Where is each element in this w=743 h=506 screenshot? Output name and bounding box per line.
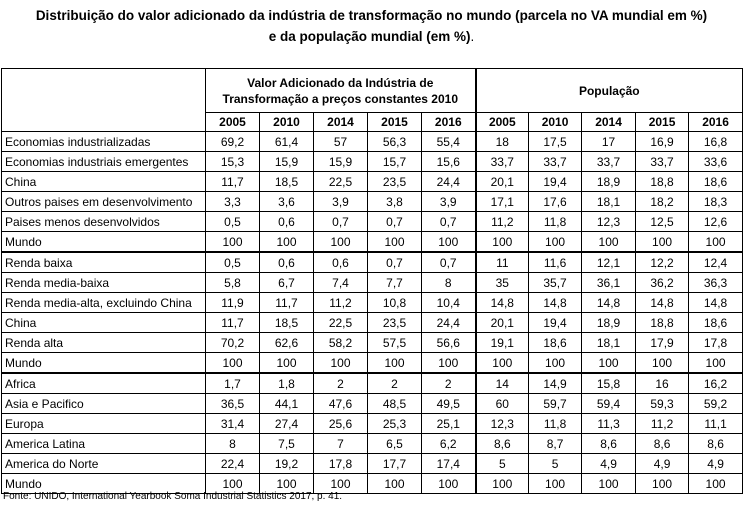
va-cell: 0,7 [422, 212, 476, 232]
va-cell: 17,8 [314, 454, 368, 474]
va-cell: 2 [368, 373, 422, 394]
va-cell: 24,4 [422, 172, 476, 192]
pop-cell: 12,6 [689, 212, 743, 232]
va-cell: 100 [368, 232, 422, 253]
pop-cell: 8,7 [529, 434, 582, 454]
row-label: Renda media-alta, excluindo China [2, 293, 206, 313]
table-row [2, 273, 743, 293]
pop-cell: 11,2 [636, 414, 689, 434]
pop-cell: 4,9 [689, 454, 743, 474]
va-cell: 15,9 [314, 152, 368, 172]
pop-cell: 4,9 [582, 454, 636, 474]
pop-cell: 33,7 [582, 152, 636, 172]
va-cell: 69,2 [206, 132, 260, 152]
pop-cell: 59,4 [582, 394, 636, 414]
pop-cell: 14,8 [689, 293, 743, 313]
row-label: Mundo [2, 353, 206, 374]
va-cell: 55,4 [422, 132, 476, 152]
year-header-pop-3: 2015 [636, 113, 689, 132]
va-cell: 100 [260, 474, 314, 494]
va-cell: 56,6 [422, 333, 476, 353]
year-header-va-0: 2005 [206, 113, 260, 132]
pop-cell: 33,7 [529, 152, 582, 172]
va-cell: 57,5 [368, 333, 422, 353]
pop-cell: 60 [476, 394, 529, 414]
va-cell: 15,3 [206, 152, 260, 172]
va-cell: 23,5 [368, 313, 422, 333]
pop-cell: 100 [582, 232, 636, 253]
table-row [2, 414, 743, 434]
row-label: Renda alta [2, 333, 206, 353]
header-row-groups [2, 69, 743, 113]
va-cell: 3,3 [206, 192, 260, 212]
row-label: Renda baixa [2, 252, 206, 273]
row-label: China [2, 313, 206, 333]
pop-cell: 18,8 [636, 172, 689, 192]
table-row [2, 333, 743, 353]
pop-cell: 12,4 [689, 252, 743, 273]
va-cell: 10,4 [422, 293, 476, 313]
va-cell: 2 [314, 373, 368, 394]
pop-cell: 8,6 [476, 434, 529, 454]
va-cell: 44,1 [260, 394, 314, 414]
pop-cell: 59,7 [529, 394, 582, 414]
va-cell: 100 [368, 474, 422, 494]
pop-cell: 33,6 [689, 152, 743, 172]
va-cell: 100 [314, 474, 368, 494]
pop-cell: 12,3 [582, 212, 636, 232]
title-line-1: Distribuição do valor adicionado da indústria de transformação no mundo (parcela no VA mundial em %) [35, 8, 708, 23]
va-cell: 0,7 [422, 252, 476, 273]
header-corner-cell [2, 69, 206, 132]
pop-cell: 14,9 [529, 373, 582, 394]
va-cell: 11,9 [206, 293, 260, 313]
va-cell: 56,3 [368, 132, 422, 152]
year-header-va-3: 2015 [368, 113, 422, 132]
va-cell: 0,7 [368, 212, 422, 232]
va-cell: 7,4 [314, 273, 368, 293]
va-cell: 15,9 [260, 152, 314, 172]
pop-cell: 35,7 [529, 273, 582, 293]
table-row [2, 172, 743, 192]
va-cell: 24,4 [422, 313, 476, 333]
va-cell: 100 [314, 232, 368, 253]
va-cell: 100 [206, 353, 260, 374]
va-cell: 0,5 [206, 212, 260, 232]
row-label: Outros paises em desenvolvimento [2, 192, 206, 212]
pop-cell: 15,8 [582, 373, 636, 394]
va-cell: 22,5 [314, 313, 368, 333]
pop-cell: 18,6 [689, 313, 743, 333]
pop-cell: 100 [636, 474, 689, 494]
table-row [2, 252, 743, 273]
va-cell: 6,5 [368, 434, 422, 454]
va-cell: 1,8 [260, 373, 314, 394]
pop-cell: 5 [476, 454, 529, 474]
pop-cell: 18 [476, 132, 529, 152]
year-header-pop-4: 2016 [689, 113, 743, 132]
va-cell: 8 [422, 273, 476, 293]
pop-cell: 4,9 [636, 454, 689, 474]
title-period: . [470, 29, 475, 44]
pop-cell: 36,1 [582, 273, 636, 293]
va-cell: 0,6 [260, 212, 314, 232]
va-cell: 10,8 [368, 293, 422, 313]
year-header-va-1: 2010 [260, 113, 314, 132]
header-pop-group: População [476, 69, 743, 113]
pop-cell: 12,5 [636, 212, 689, 232]
va-cell: 0,6 [314, 252, 368, 273]
pop-cell: 18,2 [636, 192, 689, 212]
pop-cell: 11 [476, 252, 529, 273]
va-cell: 8 [206, 434, 260, 454]
va-cell: 22,5 [314, 172, 368, 192]
va-cell: 100 [422, 353, 476, 374]
pop-cell: 100 [529, 474, 582, 494]
pop-cell: 5 [529, 454, 582, 474]
row-label: Asia e Pacifico [2, 394, 206, 414]
pop-cell: 33,7 [636, 152, 689, 172]
pop-cell: 36,2 [636, 273, 689, 293]
va-cell: 11,7 [260, 293, 314, 313]
title-line-2 [0, 26, 743, 47]
va-cell: 0,7 [314, 212, 368, 232]
table-row [2, 353, 743, 374]
va-cell: 17,7 [368, 454, 422, 474]
pop-cell: 20,1 [476, 313, 529, 333]
pop-cell: 17,9 [636, 333, 689, 353]
table-row [2, 373, 743, 394]
table-row [2, 293, 743, 313]
pop-cell: 11,3 [582, 414, 636, 434]
pop-cell: 11,2 [476, 212, 529, 232]
table-row [2, 394, 743, 414]
pop-cell: 100 [529, 353, 582, 374]
row-label: Economias industriais emergentes [2, 152, 206, 172]
pop-cell: 59,2 [689, 394, 743, 414]
pop-cell: 35 [476, 273, 529, 293]
table-row [2, 132, 743, 152]
pop-cell: 19,4 [529, 172, 582, 192]
pop-cell: 14 [476, 373, 529, 394]
va-cell: 15,6 [422, 152, 476, 172]
va-cell: 22,4 [206, 454, 260, 474]
va-cell: 47,6 [314, 394, 368, 414]
pop-cell: 12,3 [476, 414, 529, 434]
va-cell: 11,7 [206, 172, 260, 192]
va-cell: 100 [206, 232, 260, 253]
pop-cell: 16 [636, 373, 689, 394]
table-row [2, 313, 743, 333]
row-label: Africa [2, 373, 206, 394]
va-cell: 100 [422, 474, 476, 494]
va-cell: 49,5 [422, 394, 476, 414]
pop-cell: 100 [689, 353, 743, 374]
pop-cell: 100 [582, 474, 636, 494]
va-cell: 27,4 [260, 414, 314, 434]
pop-cell: 18,8 [636, 313, 689, 333]
va-cell: 100 [314, 353, 368, 374]
va-cell: 62,6 [260, 333, 314, 353]
pop-cell: 14,8 [529, 293, 582, 313]
va-cell: 11,2 [314, 293, 368, 313]
va-cell: 25,3 [368, 414, 422, 434]
pop-cell: 100 [582, 353, 636, 374]
source-note: Fonte: UNIDO, International Yearbook Soma Industrial Statistics 2017, p. 41. [3, 491, 343, 502]
pop-cell: 100 [476, 474, 529, 494]
row-label: America do Norte [2, 454, 206, 474]
pop-cell: 14,8 [636, 293, 689, 313]
pop-cell: 18,9 [582, 313, 636, 333]
va-cell: 3,9 [422, 192, 476, 212]
va-cell: 48,5 [368, 394, 422, 414]
pop-cell: 16,2 [689, 373, 743, 394]
row-label: America Latina [2, 434, 206, 454]
va-cell: 2 [422, 373, 476, 394]
table-body [2, 132, 743, 494]
pop-cell: 33,7 [476, 152, 529, 172]
pop-cell: 18,6 [529, 333, 582, 353]
va-cell: 3,6 [260, 192, 314, 212]
year-header-pop-2: 2014 [582, 113, 636, 132]
va-cell: 0,7 [368, 252, 422, 273]
va-cell: 3,9 [314, 192, 368, 212]
table-row [2, 192, 743, 212]
va-cell: 5,8 [206, 273, 260, 293]
va-cell: 58,2 [314, 333, 368, 353]
pop-cell: 14,8 [582, 293, 636, 313]
pop-cell: 17,1 [476, 192, 529, 212]
va-cell: 17,4 [422, 454, 476, 474]
pop-cell: 8,6 [636, 434, 689, 454]
va-cell: 100 [260, 232, 314, 253]
va-cell: 23,5 [368, 172, 422, 192]
year-header-pop-0: 2005 [476, 113, 529, 132]
va-cell: 7,7 [368, 273, 422, 293]
table-row [2, 434, 743, 454]
va-cell: 70,2 [206, 333, 260, 353]
va-cell: 19,2 [260, 454, 314, 474]
pop-cell: 18,3 [689, 192, 743, 212]
va-cell: 100 [206, 474, 260, 494]
va-cell: 18,5 [260, 313, 314, 333]
va-cell: 100 [422, 232, 476, 253]
row-label: China [2, 172, 206, 192]
va-cell: 6,7 [260, 273, 314, 293]
va-cell: 15,7 [368, 152, 422, 172]
pop-cell: 11,8 [529, 414, 582, 434]
pop-cell: 11,6 [529, 252, 582, 273]
pop-cell: 8,6 [582, 434, 636, 454]
pop-cell: 17,6 [529, 192, 582, 212]
va-cell: 57 [314, 132, 368, 152]
title-line-2-text: e da população mundial (em %) [268, 29, 471, 44]
table-row [2, 454, 743, 474]
va-cell: 11,7 [206, 313, 260, 333]
pop-cell: 100 [529, 232, 582, 253]
va-cell: 6,2 [422, 434, 476, 454]
row-label: Mundo [2, 232, 206, 253]
pop-cell: 18,1 [582, 192, 636, 212]
row-label: Economias industrializadas [2, 132, 206, 152]
pop-cell: 100 [636, 353, 689, 374]
row-label: Renda media-baixa [2, 273, 206, 293]
va-cell: 3,8 [368, 192, 422, 212]
pop-cell: 19,4 [529, 313, 582, 333]
va-cell: 25,6 [314, 414, 368, 434]
row-label: Europa [2, 414, 206, 434]
pop-cell: 100 [476, 353, 529, 374]
pop-cell: 18,6 [689, 172, 743, 192]
va-cell: 31,4 [206, 414, 260, 434]
year-header-va-2: 2014 [314, 113, 368, 132]
header-va-group: Valor Adicionado da Indústria de Transformação a preços constantes 2010 [206, 69, 476, 113]
pop-cell: 19,1 [476, 333, 529, 353]
pop-cell: 100 [689, 474, 743, 494]
pop-cell: 11,1 [689, 414, 743, 434]
va-cell: 61,4 [260, 132, 314, 152]
pop-cell: 17 [582, 132, 636, 152]
pop-cell: 20,1 [476, 172, 529, 192]
pop-cell: 18,9 [582, 172, 636, 192]
va-cell: 7,5 [260, 434, 314, 454]
table-row [2, 152, 743, 172]
va-cell: 0,6 [260, 252, 314, 273]
va-cell: 25,1 [422, 414, 476, 434]
table-row [2, 232, 743, 253]
pop-cell: 14,8 [476, 293, 529, 313]
pop-cell: 17,8 [689, 333, 743, 353]
va-cell: 0,5 [206, 252, 260, 273]
va-cell: 100 [368, 353, 422, 374]
row-label: Mundo [2, 474, 206, 494]
pop-cell: 100 [689, 232, 743, 253]
va-cell: 1,7 [206, 373, 260, 394]
pop-cell: 8,6 [689, 434, 743, 454]
year-header-va-4: 2016 [422, 113, 476, 132]
table-row [2, 212, 743, 232]
va-cell: 18,5 [260, 172, 314, 192]
pop-cell: 100 [476, 232, 529, 253]
pop-cell: 36,3 [689, 273, 743, 293]
row-label: Paises menos desenvolvidos [2, 212, 206, 232]
pop-cell: 17,5 [529, 132, 582, 152]
pop-cell: 11,8 [529, 212, 582, 232]
va-cell: 100 [260, 353, 314, 374]
table-title [0, 5, 743, 47]
data-table [1, 68, 743, 494]
year-header-pop-1: 2010 [529, 113, 582, 132]
pop-cell: 16,9 [636, 132, 689, 152]
va-cell: 7 [314, 434, 368, 454]
pop-cell: 16,8 [689, 132, 743, 152]
pop-cell: 100 [636, 232, 689, 253]
va-cell: 36,5 [206, 394, 260, 414]
pop-cell: 18,1 [582, 333, 636, 353]
pop-cell: 12,2 [636, 252, 689, 273]
pop-cell: 59,3 [636, 394, 689, 414]
pop-cell: 12,1 [582, 252, 636, 273]
